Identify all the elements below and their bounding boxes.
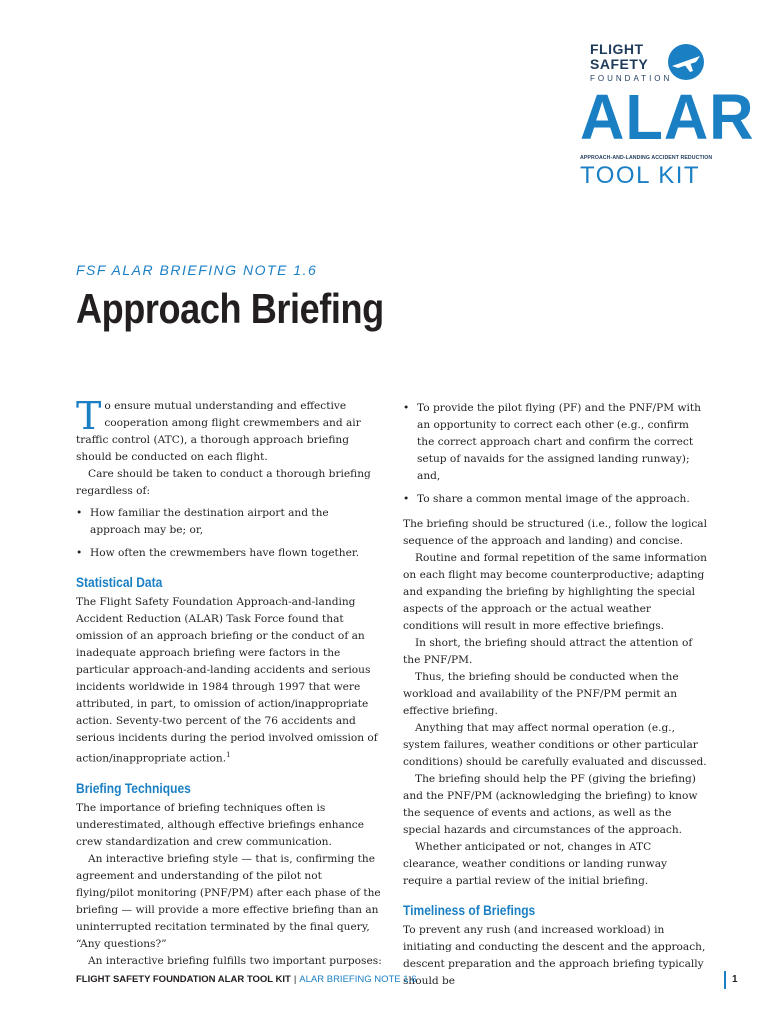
structure-paragraph: The briefing should be structured (i.e., follow the logical sequence of the approach and landing) and concise. xyxy=(403,518,707,547)
normal-operation-paragraph: Anything that may affect normal operation (e.g., system failures, weather conditions or other particular conditions) should be carefully evaluated and discussed. xyxy=(403,722,707,768)
footer-note-name: ALAR BRIEFING NOTE 1.6 xyxy=(299,974,417,985)
techniques-paragraph-1: The importance of briefing techniques often is underestimated, although effective briefings enhance crew standardization and crew communication. xyxy=(76,801,364,848)
list-item: • To provide the pilot flying (PF) and the PNF/PM with an opportunity to correct each other (e.g., confirm the correct approach chart and confirm the correct setup of navaids for the assigned landing runway); and, xyxy=(403,400,709,485)
footer-publication: FLIGHT SAFETY FOUNDATION ALAR TOOL KIT xyxy=(76,974,291,985)
workload-paragraph: Thus, the briefing should be conducted when the workload and availability of the PNF/PM permit an effective briefing. xyxy=(403,671,679,717)
statistical-paragraph xyxy=(76,594,382,768)
changes-paragraph: Whether anticipated or not, changes in ATC clearance, weather conditions or landing runway require a partial review of the initial briefing. xyxy=(403,841,667,887)
page-number: 1 xyxy=(724,971,738,989)
right-column xyxy=(403,400,709,990)
section-heading-statistical-data: Statistical Data xyxy=(76,574,163,590)
list-item: • How familiar the destination airport and the approach may be; or, xyxy=(76,505,382,539)
logo-toolkit: TOOL KIT xyxy=(580,162,701,189)
care-paragraph: Care should be taken to conduct a thorough briefing regardless of: xyxy=(76,468,371,497)
fsf-alar-logo xyxy=(570,38,755,189)
left-column xyxy=(76,394,382,970)
logo-line-flight: FLIGHT xyxy=(590,41,644,57)
routine-paragraph: Routine and formal repetition of the same information on each flight may become counterproductive; adapting and expanding the briefing by highlighting the special aspects of the approach or the actual weather conditions will result in more effective briefings. xyxy=(403,552,707,632)
help-paragraph: The briefing should help the PF (giving the briefing) and the PNF/PM (acknowledging the briefing) to know the sequence of events and actions, as well as the special hazards and circumstances of the approach. xyxy=(403,773,698,836)
logo-wordmark xyxy=(590,42,648,72)
intro-text: o ensure mutual understanding and effective cooperation among flight crewmembers and air traffic control (ATC), a thorough approach briefing should be conducted on each flight. xyxy=(76,400,361,463)
logo-subtitle: APPROACH-AND-LANDING ACCIDENT REDUCTION xyxy=(580,155,713,161)
logo-alar: ALAR xyxy=(580,81,755,153)
page-title: Approach Briefing xyxy=(76,285,384,332)
footnote-ref: 1 xyxy=(226,751,231,759)
statistical-text: The Flight Safety Foundation Approach-and-landing Accident Reduction (ALAR) Task Force found that omission of an approach briefing or the conduct of an inadequate approach briefing were factors in the particular approach-and-landing accidents and serious incidents worldwide in 1984 through 1997 that were attributed, in part, to omission of action/inappropriate action. Seventy-two percent of the 76 accidents and serious incidents during the period involved omission of action/inappropriate action. xyxy=(76,596,378,765)
drop-cap: T xyxy=(76,394,102,438)
techniques-paragraph-2: An interactive briefing style — that is, confirming the agreement and understanding of the pilot not flying/pilot monitoring (PNF/PM) after each phase of the briefing — will provide a more effective briefing than an uninterrupted recitation terminated by the final query, “Any questions?” xyxy=(76,852,381,950)
logo-line-safety: SAFETY xyxy=(590,56,649,72)
page-footer xyxy=(76,974,416,985)
list-item: • To share a common mental image of the approach. xyxy=(403,491,709,508)
intro-paragraph xyxy=(76,394,382,466)
section-heading-timeliness: Timeliness of Briefings xyxy=(403,902,536,918)
purposes-list xyxy=(403,400,709,508)
short-paragraph: In short, the briefing should attract the attention of the PNF/PM. xyxy=(403,637,693,666)
logo-line-foundation: FOUNDATION xyxy=(590,74,673,83)
techniques-paragraph-3: An interactive briefing fulfills two important purposes: xyxy=(88,954,382,967)
footer-separator: | xyxy=(293,974,297,985)
briefing-note-series: FSF ALAR BRIEFING NOTE 1.6 xyxy=(76,262,318,278)
timeliness-paragraph: To prevent any rush (and increased workload) in initiating and conducting the descent and the approach, descent preparation and the approach briefing typically should be xyxy=(403,924,706,987)
list-item: • How often the crewmembers have flown together. xyxy=(76,545,382,562)
section-heading-briefing-techniques: Briefing Techniques xyxy=(76,779,191,796)
regardless-list xyxy=(76,505,382,562)
